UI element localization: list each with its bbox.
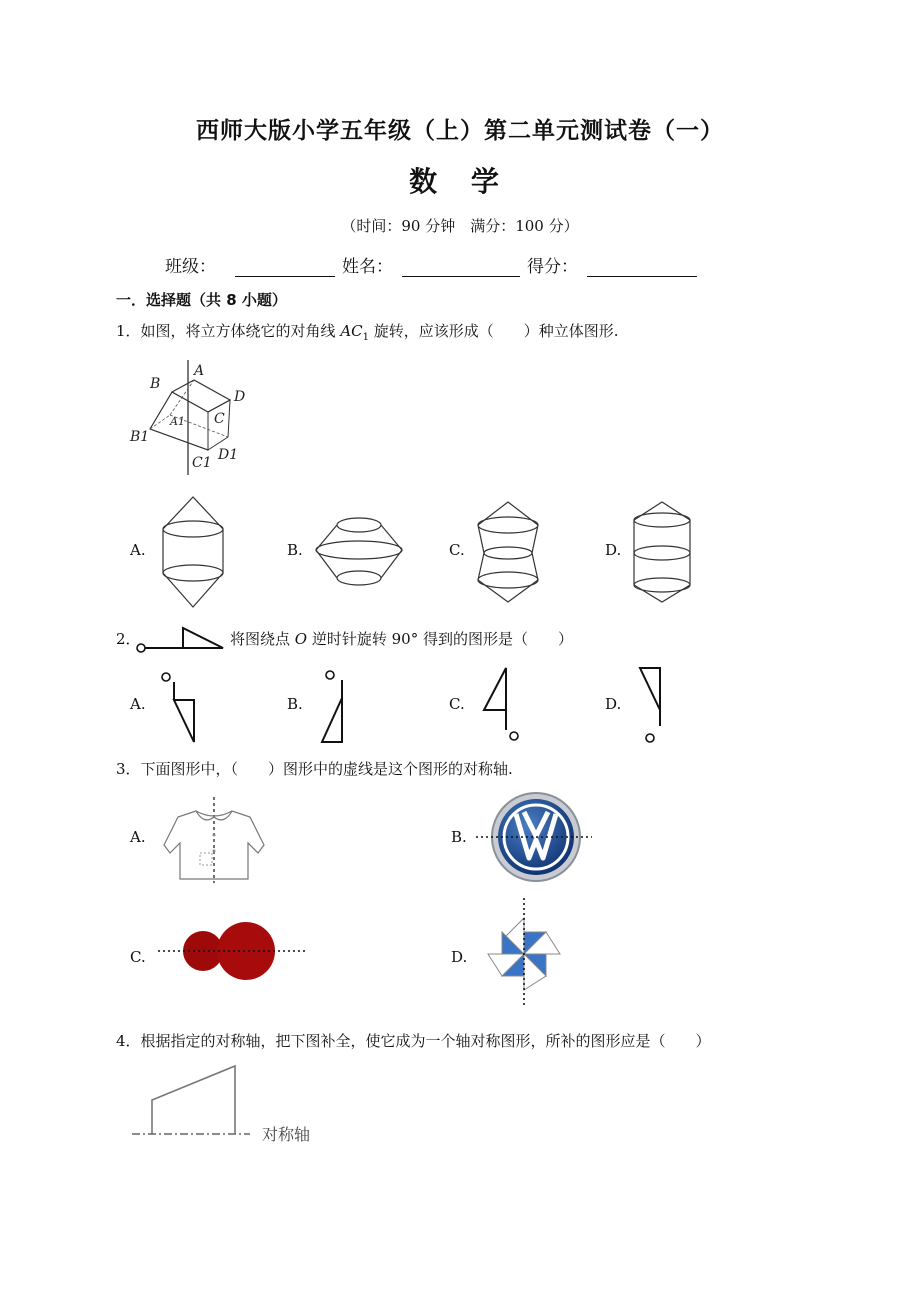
cube-label-c: C (214, 411, 225, 427)
name-field (342, 252, 520, 277)
score-label: 得分： (527, 257, 578, 277)
q2-option-b[interactable]: B. (287, 695, 303, 713)
section-title: 一．选择题（共 8 小题） (116, 291, 287, 309)
pinwheel-figure (474, 898, 574, 1008)
point-o: O (294, 630, 308, 648)
rotation-figure (135, 624, 230, 654)
question-text-end: 旋转，应该形成（ ）种立体图形. (369, 322, 619, 340)
subject-title: 数 学 (409, 165, 511, 198)
two-circles-figure (158, 918, 308, 986)
score-field (527, 252, 697, 277)
axis-label: 对称轴 (262, 1125, 311, 1144)
q3-option-b[interactable]: B. (451, 828, 467, 846)
vw-logo-figure (474, 790, 594, 885)
question-2 (230, 628, 573, 649)
question-math: AC (340, 322, 363, 340)
q1-option-c[interactable]: C. (449, 541, 465, 559)
question-text: 将图绕点 (230, 630, 295, 648)
cube-label-a: A (194, 363, 205, 379)
time-info: （时间：90 分钟 满分：100 分） (341, 217, 579, 235)
solid-option-a (158, 495, 228, 610)
q3-option-d[interactable]: D. (451, 948, 468, 966)
cube-figure (130, 355, 255, 480)
rotation-option-a (158, 670, 208, 750)
q3-option-c[interactable]: C. (130, 948, 146, 966)
cube-label-a1: A1 (170, 415, 185, 428)
q1-option-a[interactable]: A. (130, 541, 146, 559)
rotation-option-c (476, 664, 526, 749)
rotation-option-b (312, 668, 362, 748)
question-1 (116, 320, 619, 343)
rotation-option-d (636, 664, 686, 749)
question-text: 根据指定的对称轴，把下图补全，使它成为一个轴对称图形，所补的图形应是（ ） (140, 1032, 711, 1050)
solid-option-d (630, 500, 694, 605)
solid-option-c (476, 500, 540, 605)
question-text: 下面图形中，（ ）图形中的虚线是这个图形的对称轴. (140, 760, 513, 778)
question-number: 3． (116, 760, 141, 778)
class-label: 班级： (165, 257, 216, 277)
question-number: 4． (116, 1032, 141, 1050)
q2-option-c[interactable]: C. (449, 695, 465, 713)
name-label: 姓名： (342, 257, 393, 277)
question-text-end: 逆时针旋转 90° 得到的图形是（ ） (307, 630, 573, 648)
page-title: 西师大版小学五年级（上）第二单元测试卷（一） (196, 118, 724, 144)
shirt-figure (156, 795, 271, 885)
q1-option-b[interactable]: B. (287, 541, 303, 559)
half-figure (130, 1060, 340, 1150)
question-math-sub: 1 (362, 332, 370, 343)
cube-label-b: B (150, 376, 161, 392)
class-field (165, 252, 335, 277)
score-blank[interactable] (587, 258, 697, 277)
cube-label-d: D (234, 389, 246, 405)
cube-label-b1: B1 (130, 429, 150, 445)
name-blank[interactable] (402, 258, 520, 277)
question-number: 1． (116, 322, 141, 340)
class-blank[interactable] (235, 258, 335, 277)
q2-option-a[interactable]: A. (130, 695, 146, 713)
question-4 (116, 1030, 711, 1051)
q3-option-a[interactable]: A. (130, 828, 146, 846)
question-text: 如图，将立方体绕它的对角线 (140, 322, 341, 340)
question-3 (116, 758, 513, 779)
q2-number: 2． (116, 630, 141, 648)
solid-option-b (314, 508, 404, 598)
q1-option-d[interactable]: D. (605, 541, 622, 559)
cube-label-c1: C1 (192, 455, 212, 471)
q2-option-d[interactable]: D. (605, 695, 622, 713)
cube-label-d1: D1 (218, 447, 239, 463)
